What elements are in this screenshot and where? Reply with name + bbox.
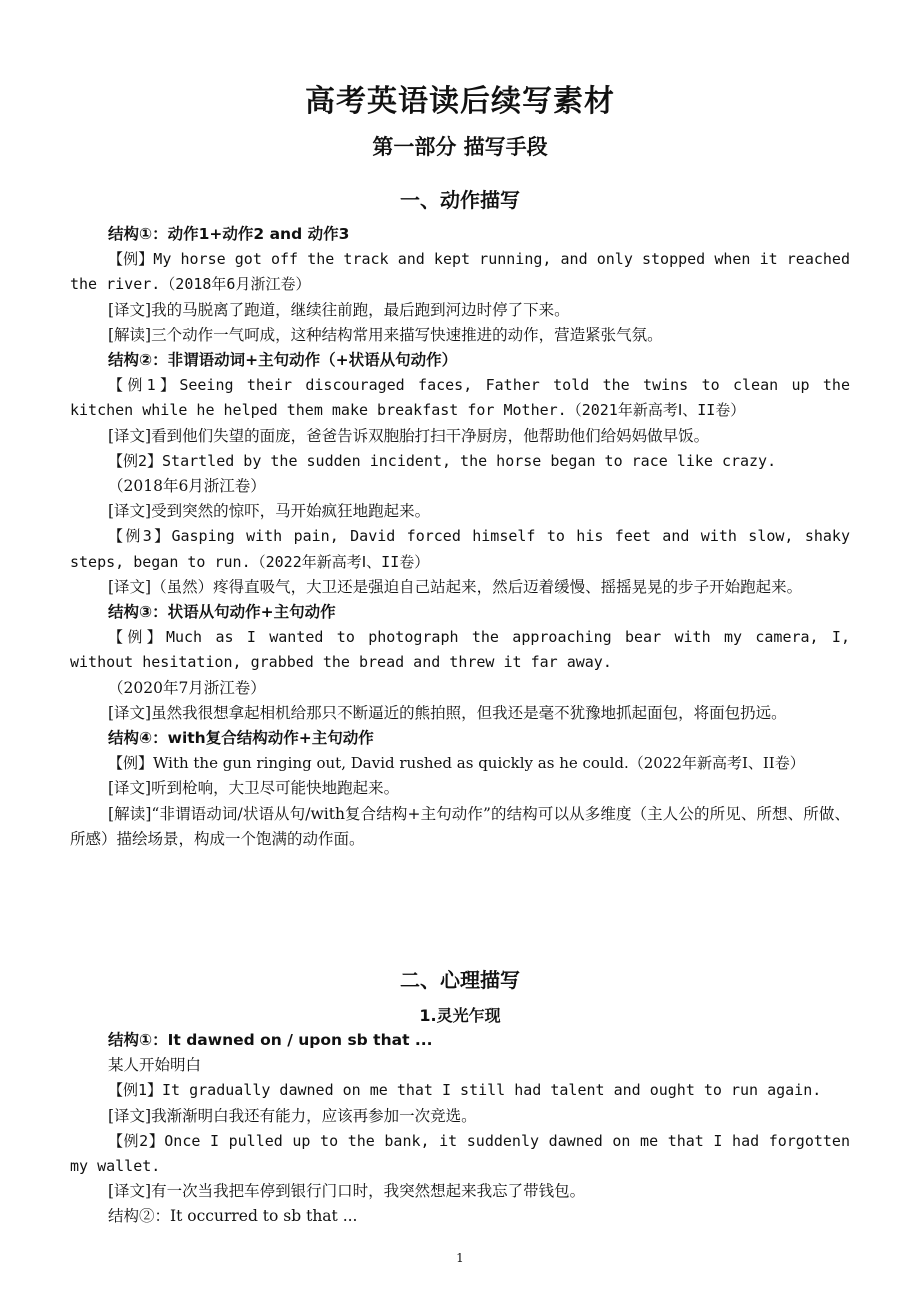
section-action-body: [70, 222, 850, 852]
structure-1-translation: [译文]我的马脱离了跑道，继续往前跑，最后跑到河边时停了下来。: [108, 300, 570, 319]
structure-1-heading: 结构①：动作1+动作2 and 动作3: [108, 225, 350, 243]
psych-structure-1-translation-2: [译文]有一次当我把车停到银行门口时，我突然想起来我忘了带钱包。: [108, 1182, 586, 1201]
psych-structure-1-meaning: 某人开始明白: [108, 1056, 202, 1075]
structure-4-note: [解读]“非谓语动词/状语从句/with复合结构+主句动作”的结构可以从多维度（主人公的所见、所想、所做、所感）描绘场景，构成一个饱满的动作面。: [70, 804, 850, 848]
psych-structure-1-example-1: 【例1】It gradually dawned on me that I still had talent and ought to run again.: [108, 1081, 822, 1100]
section-heading-psychology: 二、心理描写: [400, 968, 520, 992]
subsection-heading-inspiration: 1.灵光乍现: [419, 1006, 501, 1025]
structure-2-example-3: 【例3】Gasping with pain, David forced himself to his feet and with slow, shaky steps, began to run.（2022年新高考Ⅰ、II卷）: [70, 527, 850, 571]
structure-2-translation-3: [译文]（虽然）疼得直吸气，大卫还是强迫自己站起来，然后迈着缓慢、摇摇晃晃的步子开始跑起来。: [108, 577, 803, 596]
structure-3-heading: 结构③：状语从句动作+主句动作: [108, 603, 336, 622]
document-title: 高考英语读后续写素材: [305, 84, 615, 119]
structure-1-note: [解读]三个动作一气呵成，这种结构常用来描写快速推进的动作，营造紧张气氛。: [108, 325, 663, 344]
psych-structure-2-heading: 结构②：It occurred to sb that ...: [108, 1207, 358, 1226]
structure-2-example-2-source: （2018年6月浙江卷）: [108, 477, 266, 496]
structure-4-example: 【例】With the gun ringing out, David rushed as quickly as he could.（2022年新高考Ⅰ、II卷）: [108, 754, 805, 773]
structure-2-example-1: 【例1】Seeing their discouraged faces, Father told the twins to clean up the kitchen while he helped them make breakfast for Mother.（2021年新高考Ⅰ、II卷）: [70, 376, 850, 420]
structure-3-example-source: （2020年7月浙江卷）: [108, 678, 266, 697]
structure-2-heading: 结构②：非谓语动词+主句动作（+状语从句动作）: [108, 351, 458, 370]
psych-structure-1-heading: 结构①：It dawned on / upon sb that ...: [108, 1031, 433, 1049]
structure-3-translation: [译文]虽然我很想拿起相机给那只不断逼近的熊拍照，但我还是毫不犹豫地抓起面包，将面包扔远。: [108, 703, 787, 722]
structure-2-translation-2: [译文]受到突然的惊吓，马开始疯狂地跑起来。: [108, 502, 431, 521]
psych-structure-1-translation-1: [译文]我渐渐明白我还有能力，应该再参加一次竞选。: [108, 1106, 477, 1125]
structure-4-heading: 结构④：with复合结构动作+主句动作: [108, 729, 374, 748]
structure-2-example-2: 【例2】Startled by the sudden incident, the horse began to race like crazy.: [108, 451, 777, 470]
psych-structure-1-example-2: 【例2】Once I pulled up to the bank, it suddenly dawned on me that I had forgotten my wallet.: [70, 1131, 850, 1176]
section-psychology-body: [70, 1028, 850, 1230]
structure-2-translation-1: [译文]看到他们失望的面庞，爸爸告诉双胞胎打扫干净厨房，他帮助他们给妈妈做早饭。: [108, 426, 710, 445]
part-title: 第一部分 描写手段: [372, 135, 548, 159]
structure-1-example: 【例】My horse got off the track and kept running, and only stopped when it reached the river.（2018年6月浙江卷）: [70, 250, 850, 294]
page-number: 1: [456, 1251, 464, 1265]
structure-3-example: 【例】Much as I wanted to photograph the approaching bear with my camera, I, without hesitation, grabbed the bread and threw it far away.: [70, 628, 850, 672]
section-heading-action: 一、动作描写: [400, 188, 520, 212]
structure-4-translation: [译文]听到枪响，大卫尽可能快地跑起来。: [108, 779, 400, 798]
